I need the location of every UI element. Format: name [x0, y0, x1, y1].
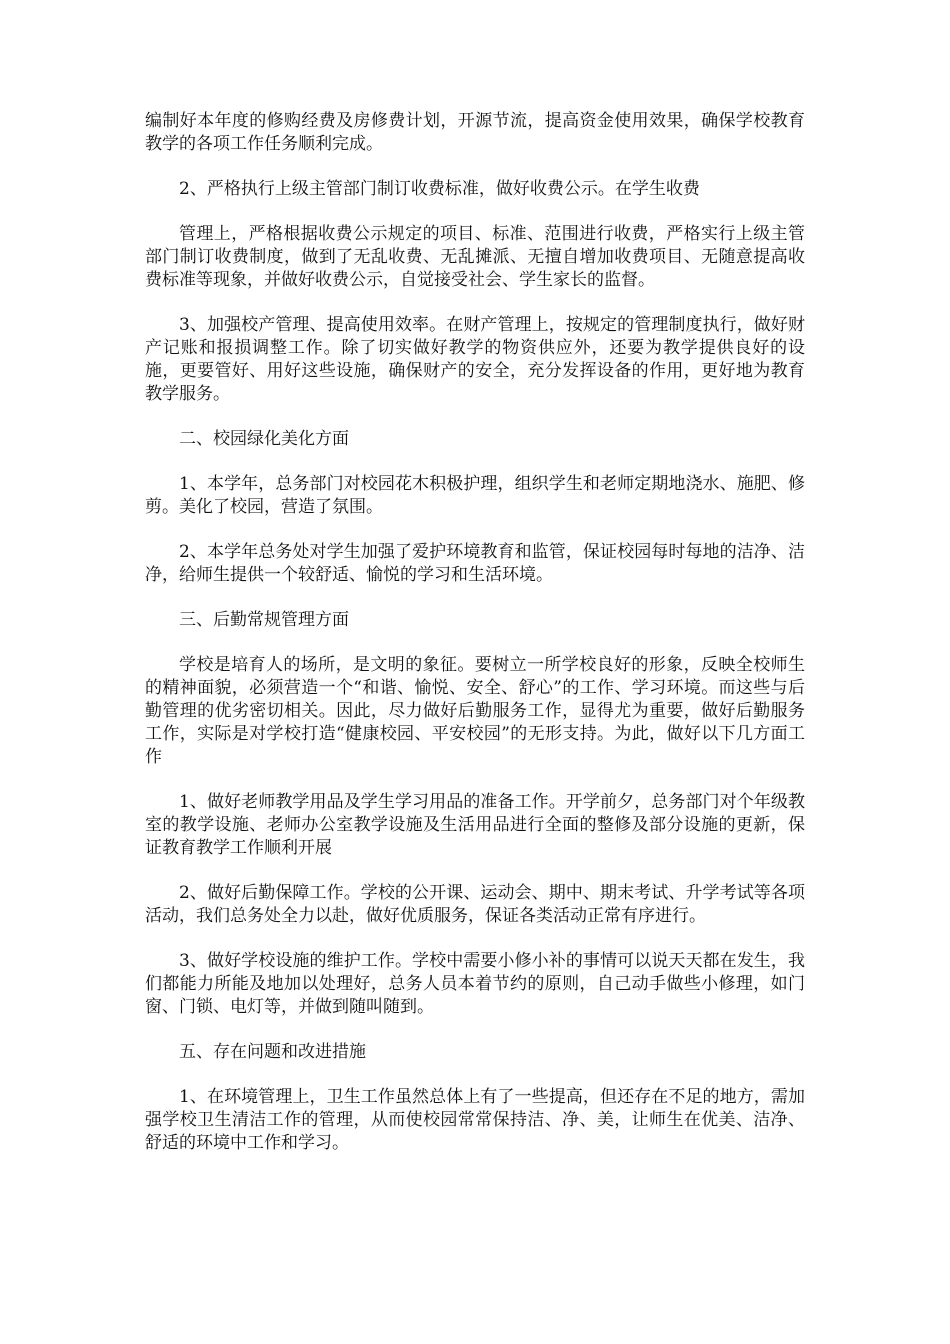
paragraph-problems-1: 1、在环境管理上，卫生工作虽然总体上有了一些提高，但还存在不足的地方，需加强学校卫生清洁工作的管理，从而使校园常常保持洁、净、美，让师生在优美、洁净、舒适的环境中工作和学习。 [145, 1087, 805, 1153]
paragraph-greening-1: 1、本学年，总务部门对校园花木积极护理，组织学生和老师定期地浇水、施肥、修剪。美化了校园，营造了氛围。 [145, 474, 805, 517]
document-body [145, 110, 805, 1177]
paragraph-greening-2: 2、本学年总务处对学生加强了爱护环境教育和监管，保证校园每时每地的洁净、洁净，给师生提供一个较舒适、愉悦的学习和生活环境。 [145, 542, 805, 585]
paragraph-logistics-intro: 学校是培育人的场所，是文明的象征。要树立一所学校良好的形象，反映全校师生的精神面貌，必须营造一个“和谐、愉悦、安全、舒心”的工作、学习环境。而这些与后勤管理的优劣密切相关。因此，尽力做好后勤服务工作，显得尤为重要，做好后勤服务工作，实际是对学校打造“健康校园、平安校园”的无形支持。为此，做好以下几方面工作 [145, 655, 805, 767]
paragraph-logistics-1: 1、做好老师教学用品及学生学习用品的准备工作。开学前夕，总务部门对个年级教室的教学设施、老师办公室教学设施及生活用品进行全面的整修及部分设施的更新，保证教育教学工作顺利开展 [145, 792, 805, 858]
section-heading-problems: 五、存在问题和改进措施 [179, 1042, 366, 1062]
paragraph-continuation: 编制好本年度的修购经费及房修费计划，开源节流，提高资金使用效果，确保学校教育教学的各项工作任务顺利完成。 [145, 111, 805, 154]
paragraph-logistics-2: 2、做好后勤保障工作。学校的公开课、运动会、期中、期末考试、升学考试等各项活动，我们总务处全力以赴，做好优质服务，保证各类活动正常有序进行。 [145, 883, 805, 926]
paragraph-logistics-3: 3、做好学校设施的维护工作。学校中需要小修小补的事情可以说天天都在发生，我们都能力所能及地加以处理好，总务人员本着节约的原则，自己动手做些小修理，如门窗、门锁、电灯等，并做到随叫随到。 [145, 951, 805, 1017]
section-heading-logistics: 三、后勤常规管理方面 [179, 610, 349, 630]
paragraph-fee-management: 管理上，严格根据收费公示规定的项目、标准、范围进行收费，严格实行上级主管部门制订收费制度，做到了无乱收费、无乱摊派、无擅自增加收费项目、无随意提高收费标准等现象，并做好收费公示，自觉接受社会、学生家长的监督。 [145, 224, 805, 290]
paragraph-fee-standard: 2、严格执行上级主管部门制订收费标准，做好收费公示。在学生收费 [179, 179, 700, 199]
paragraph-asset-management: 3、加强校产管理、提高使用效率。在财产管理上，按规定的管理制度执行，做好财产记账和报损调整工作。除了切实做好教学的物资供应外，还要为教学提供良好的设施，更要管好、用好这些设施，确保财产的安全，充分发挥设备的作用，更好地为教育教学服务。 [145, 315, 805, 404]
section-heading-greening: 二、校园绿化美化方面 [179, 429, 349, 449]
